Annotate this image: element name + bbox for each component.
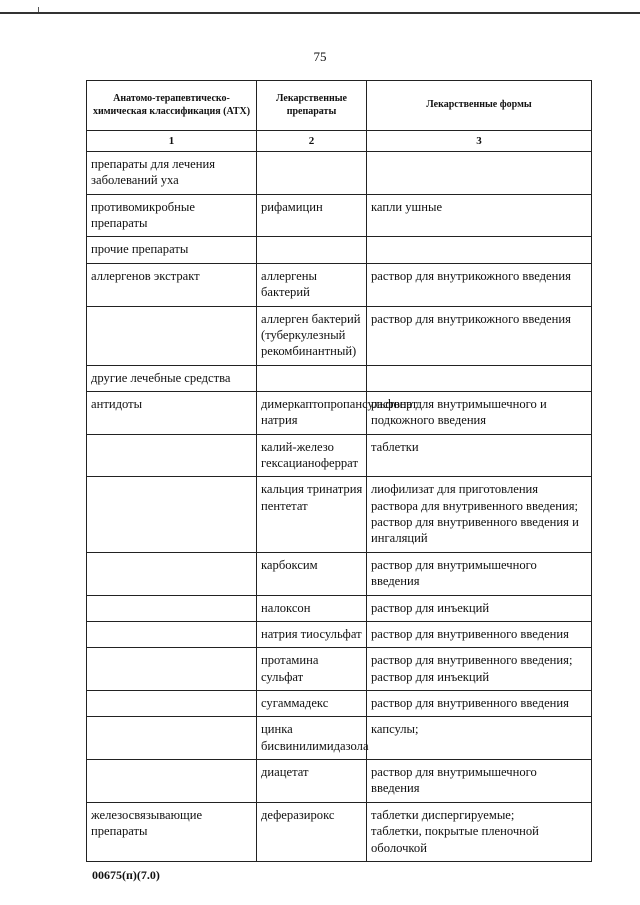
dosage-form: капли ушные <box>371 199 443 214</box>
page-number: 75 <box>313 49 327 64</box>
atc-cell <box>87 552 257 595</box>
forms-cell <box>367 434 592 477</box>
table-row <box>87 802 592 861</box>
drug-cell: рифамицин <box>257 194 367 237</box>
forms-cell <box>367 263 592 306</box>
atc-cell <box>87 306 257 365</box>
atc-cell <box>87 595 257 621</box>
dosage-form: раствор для внутривенного введения; <box>371 653 573 668</box>
dosage-form: раствор для внутривенного введения и ингаляций <box>371 515 579 546</box>
table-row <box>87 621 592 647</box>
atc-cell <box>87 648 257 691</box>
table-row <box>87 263 592 306</box>
column-number-row <box>87 131 592 152</box>
column-number-3: 3 <box>367 131 592 152</box>
dosage-form: раствор для инъекций <box>371 669 490 684</box>
dosage-form: таблетки диспергируемые; <box>371 807 515 822</box>
forms-cell <box>367 237 592 263</box>
table-row <box>87 552 592 595</box>
dosage-form: раствор для инъекций <box>371 600 490 615</box>
drug-cell: протамина сульфат <box>257 648 367 691</box>
drug-table <box>86 80 592 862</box>
table-row <box>87 391 592 434</box>
atc-cell: другие лечебные средства <box>87 365 257 391</box>
forms-cell <box>367 621 592 647</box>
drug-cell: диацетат <box>257 760 367 803</box>
atc-cell: аллергенов экстракт <box>87 263 257 306</box>
drug-cell: налоксон <box>257 595 367 621</box>
atc-cell <box>87 690 257 716</box>
dosage-form: таблетки, покрытые пленочной оболочкой <box>371 824 539 855</box>
forms-cell <box>367 552 592 595</box>
dosage-form: раствор для внутримышечного введения <box>371 765 537 796</box>
table-row <box>87 477 592 552</box>
forms-cell <box>367 802 592 861</box>
drug-cell: сугаммадекс <box>257 690 367 716</box>
atc-cell: прочие препараты <box>87 237 257 263</box>
dosage-form: таблетки <box>371 439 419 454</box>
atc-cell <box>87 477 257 552</box>
forms-cell <box>367 595 592 621</box>
dosage-form: раствор для внутрикожного введения <box>371 268 571 283</box>
drug-cell: карбоксим <box>257 552 367 595</box>
forms-cell <box>367 306 592 365</box>
atc-cell: железосвязывающие препараты <box>87 802 257 861</box>
drug-cell: деферазирокс <box>257 802 367 861</box>
drug-cell <box>257 152 367 195</box>
drug-cell <box>257 237 367 263</box>
atc-cell: противомикробные препараты <box>87 194 257 237</box>
drug-cell <box>257 365 367 391</box>
drug-cell: натрия тиосульфат <box>257 621 367 647</box>
forms-cell <box>367 760 592 803</box>
table-row <box>87 152 592 195</box>
forms-cell <box>367 152 592 195</box>
dosage-form: раствор для внутривенного введения <box>371 695 569 710</box>
column-header-forms: Лекарственные формы <box>367 81 592 131</box>
column-number-2: 2 <box>257 131 367 152</box>
forms-cell <box>367 365 592 391</box>
dosage-form: раствор для внутривенного введения <box>371 626 569 641</box>
table-row <box>87 760 592 803</box>
table-row <box>87 717 592 760</box>
forms-cell <box>367 194 592 237</box>
table-row <box>87 365 592 391</box>
column-header-drugs: Лекарственные препараты <box>257 81 367 131</box>
atc-cell: препараты для лечения заболеваний уха <box>87 152 257 195</box>
drug-cell: цинка бисвинилимидазола <box>257 717 367 760</box>
dosage-form: раствор для внутрикожного введения <box>371 311 571 326</box>
atc-cell <box>87 760 257 803</box>
drug-cell: аллерген бактерий (туберкулезный рекомбинантный) <box>257 306 367 365</box>
table-body <box>87 152 592 862</box>
atc-cell <box>87 621 257 647</box>
dosage-form: раствор для внутримышечного введения <box>371 557 537 589</box>
forms-cell <box>367 717 592 760</box>
document-code: 00675(п)(7.0) <box>92 868 160 882</box>
table-row <box>87 434 592 477</box>
drug-cell: димеркаптопропансульфонат натрия <box>257 391 367 434</box>
forms-cell <box>367 648 592 691</box>
column-number-1: 1 <box>87 131 257 152</box>
dosage-form: лиофилизат для приготовления раствора для внутривенного введения; <box>371 482 579 513</box>
column-header-atc: Анатомо-терапевтическо-химическая классификация (АТХ) <box>87 81 257 131</box>
atc-cell: антидоты <box>87 391 257 434</box>
table-row <box>87 237 592 263</box>
table-row <box>87 306 592 365</box>
atc-cell <box>87 434 257 477</box>
drug-cell: кальция тринатрия пентетат <box>257 477 367 552</box>
forms-cell <box>367 391 592 434</box>
table-header-row <box>87 81 592 131</box>
table-row <box>87 194 592 237</box>
dosage-form: капсулы; <box>371 722 419 737</box>
table-row <box>87 648 592 691</box>
table-row <box>87 690 592 716</box>
atc-cell <box>87 717 257 760</box>
table-row <box>87 595 592 621</box>
top-tick-mark <box>38 7 39 12</box>
dosage-form: раствор для внутримышечного и подкожного введения <box>371 396 547 428</box>
top-rule <box>0 12 640 14</box>
forms-cell <box>367 477 592 552</box>
forms-cell <box>367 690 592 716</box>
drug-cell: калий-железо гексацианоферрат <box>257 434 367 477</box>
drug-cell: аллергены бактерий <box>257 263 367 306</box>
